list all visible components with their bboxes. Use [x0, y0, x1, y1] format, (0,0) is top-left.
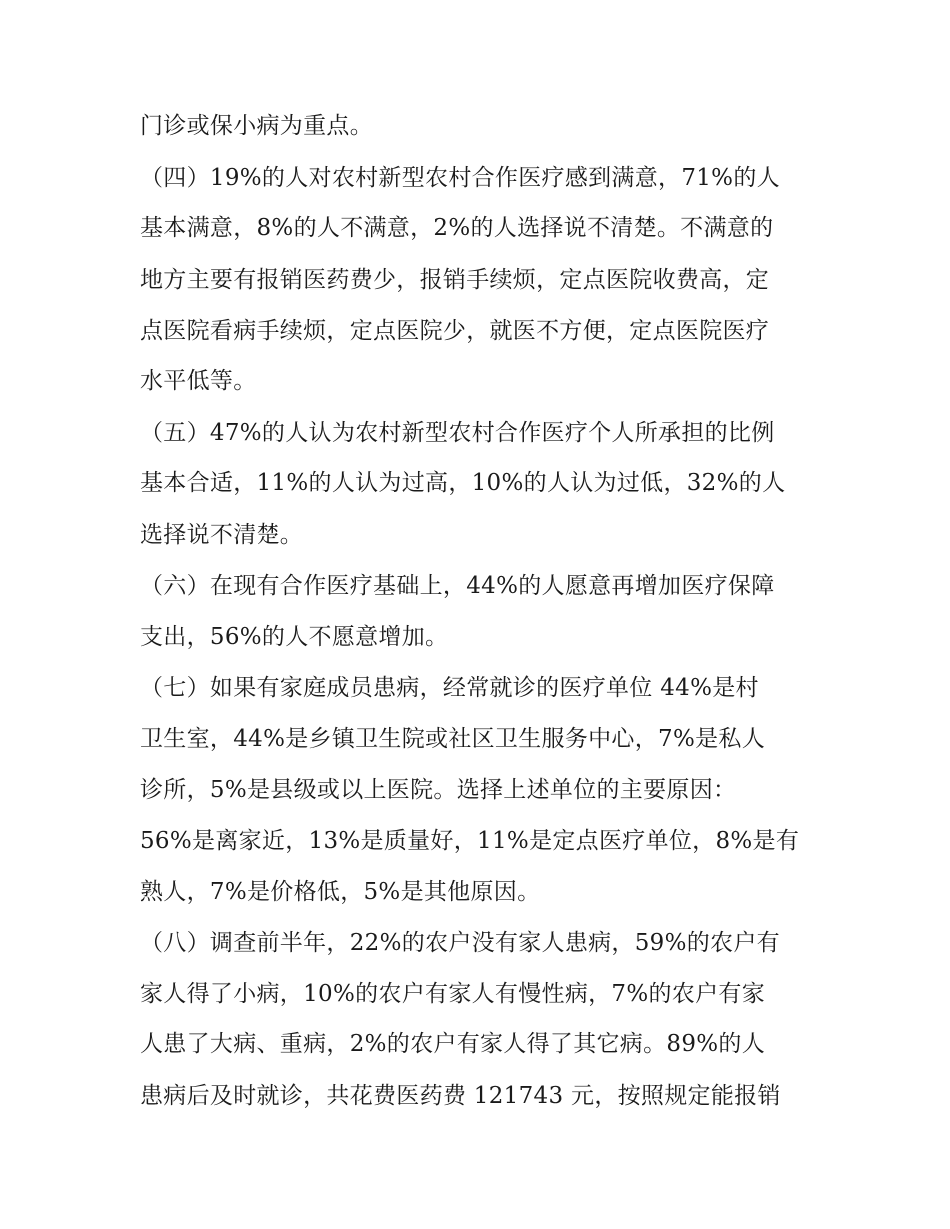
text-line-8: 基本合适，11%的人认为过高，10%的人认为过低，32%的人	[140, 470, 786, 496]
text-line-18: 家人得了小病，10%的农户有家人有慢性病，7%的农户有家	[140, 981, 766, 1007]
text-line-5: 点医院看病手续烦，定点医院少，就医不方便，定点医院医疗	[140, 318, 770, 344]
text-line-9: 选择说不清楚。	[140, 522, 304, 548]
text-line-20: 患病后及时就诊，共花费医药费 121743 元，按照规定能报销	[140, 1083, 781, 1109]
text-line-6: 水平低等。	[140, 368, 257, 394]
text-line-16: 熟人，7%是价格低，5%是其他原因。	[140, 879, 541, 905]
text-line-17: （八）调查前半年，22%的农户没有家人患病，59%的农户有	[140, 930, 780, 956]
text-line-4: 地方主要有报销医药费少，报销手续烦，定点医院收费高，定	[140, 267, 770, 293]
text-line-14: 诊所，5%是县级或以上医院。选择上述单位的主要原因：	[140, 777, 737, 803]
text-line-11: 支出，56%的人不愿意增加。	[140, 624, 449, 650]
text-line-10: （六）在现有合作医疗基础上，44%的人愿意再增加医疗保障	[140, 573, 775, 599]
text-line-7: （五）47%的人认为农村新型农村合作医疗个人所承担的比例	[140, 420, 775, 446]
text-line-2: （四）19%的人对农村新型农村合作医疗感到满意，71%的人	[140, 165, 780, 191]
text-line-19: 人患了大病、重病，2%的农户有家人得了其它病。89%的人	[140, 1031, 766, 1057]
text-line-12: （七）如果有家庭成员患病，经常就诊的医疗单位 44%是村	[140, 675, 759, 701]
text-line-13: 卫生室，44%是乡镇卫生院或社区卫生服务中心，7%是私人	[140, 726, 766, 752]
text-line-15: 56%是离家近，13%是质量好，11%是定点医疗单位，8%是有	[140, 828, 800, 854]
text-line-1: 门诊或保小病为重点。	[140, 113, 373, 139]
text-line-3: 基本满意，8%的人不满意，2%的人选择说不清楚。不满意的	[140, 215, 774, 241]
